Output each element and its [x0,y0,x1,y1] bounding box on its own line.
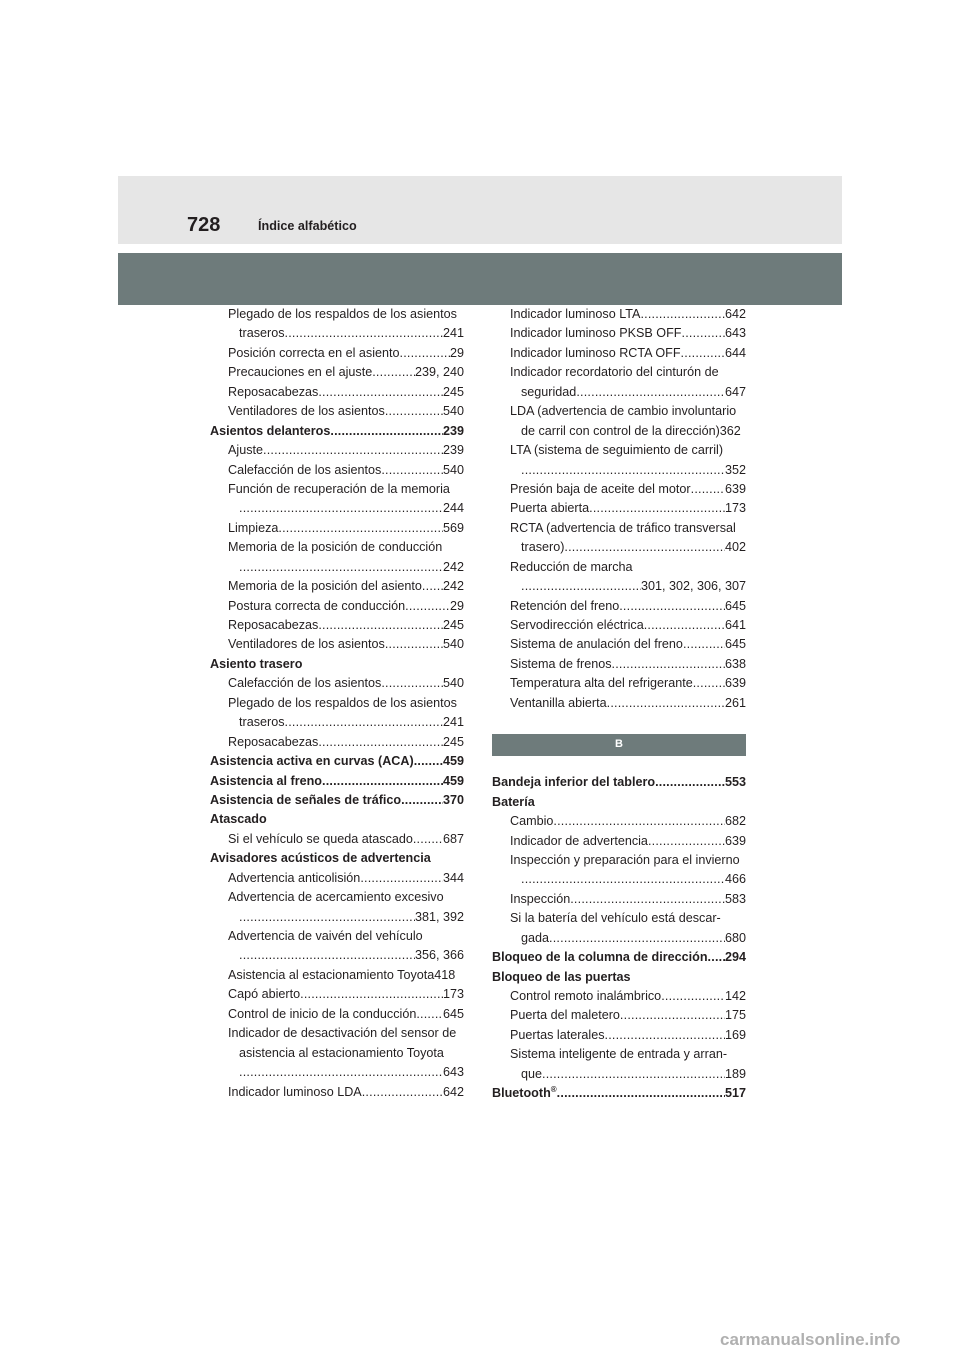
entry-page: 639 [724,481,746,496]
header-bar [118,253,842,305]
leader-dots [681,344,725,363]
entry-page: 169 [724,1027,746,1042]
index-column-left [210,305,464,1102]
index-entry [492,519,746,538]
entry-page: 239 [442,443,464,458]
index-entry [210,1024,464,1043]
index-entry [492,480,746,499]
leader-dots [682,324,725,343]
leader-dots [521,870,725,889]
index-entry [492,812,746,831]
entry-page: 642 [442,1084,464,1099]
leader-dots [648,832,725,851]
entry-page: 242 [442,579,464,594]
entry-text: LDA (advertencia de cambio involuntario [510,404,737,419]
index-entry [210,538,464,557]
leader-dots [607,694,725,713]
leader-dots [362,1083,443,1102]
entry-text: Plegado de los respaldos de los asientos [228,307,457,321]
index-entry [210,1063,464,1082]
entry-text: Reducción de marcha [510,559,633,574]
leader-dots [521,577,641,596]
index-entry [492,1045,746,1064]
leader-dots [416,1005,443,1024]
header-band [118,176,842,244]
entry-page: 466 [724,872,746,887]
leader-dots [278,519,443,538]
entry-page: 175 [724,1008,746,1023]
entry-text: traseros [239,326,285,341]
section-header-b [492,734,746,756]
index-entry [492,1026,746,1045]
entry-page: 245 [442,734,464,749]
entry-page: 583 [724,891,746,906]
leader-dots [405,597,450,616]
entry-page: 639 [724,676,746,691]
index-entry [210,344,464,363]
index-entry [210,869,464,888]
leader-dots [570,890,725,909]
entry-page: 189 [724,1066,746,1081]
entry-text: Asistencia de señales de tráfico [210,792,402,807]
leader-dots [381,674,443,693]
entry-text: Ventiladores de los asientos [228,637,385,652]
leader-dots [263,441,443,460]
entry-page: 540 [442,404,464,419]
index-entry [492,363,746,382]
index-entry [492,1006,746,1025]
entry-text: Asistencia activa en curvas (ACA) [210,754,414,769]
entry-text: Si el vehículo se queda atascado [228,831,413,846]
entry-text: Ajuste [228,443,264,458]
entry-text: Presión baja de aceite del motor [510,481,691,496]
leader-dots [239,946,415,965]
entry-text: Batería [492,794,535,809]
entry-page: 245 [442,618,464,632]
leader-dots [708,948,725,967]
leader-dots [683,635,725,654]
leader-dots [422,577,443,596]
entry-page: 301, 302, 306, 307 [640,579,746,594]
index-entry [492,909,746,928]
entry-text: Indicador de desactivación del sensor de [228,1026,457,1041]
leader-dots [542,1065,725,1084]
entry-page: 418 [434,967,456,982]
entry-text: Calefacción de los asientos [228,462,382,477]
entry-text: Bluetooth [492,1086,551,1101]
index-entry [492,773,746,792]
index-entry [492,674,746,693]
index-entry [492,851,746,870]
index-entry [210,888,464,907]
index-entry [492,538,746,557]
index-entry [492,577,746,596]
entry-text: Reposacabezas [228,618,319,632]
index-entry [210,849,464,868]
index-entry [210,713,464,732]
entry-text: Si la batería del vehículo está descar- [510,911,721,926]
index-entry [492,1065,746,1084]
index-entry [210,402,464,421]
entry-text: Postura correcta de conducción [228,598,406,613]
index-column-right [492,305,746,1104]
index-entry-bluetooth [492,1084,746,1103]
entry-text: Servodirección eléctrica [510,618,644,632]
entry-text: Precauciones en el ajuste [228,365,373,380]
index-entry [492,558,746,577]
leader-dots [620,1006,725,1025]
leader-dots [644,616,725,635]
entry-text: Plegado de los respaldos de los asientos [228,695,457,710]
leader-dots [318,733,443,752]
leader-dots [661,987,725,1006]
index-entry [210,1044,464,1063]
index-list-a-continued [492,305,746,713]
entry-text: Ventiladores de los asientos [228,404,385,419]
entry-text: Temperatura alta del refrigerante [510,676,693,691]
entry-text: Inspección y preparación para el invierno [510,852,740,867]
entry-page: 244 [442,501,464,516]
entry-page: 245 [442,384,464,399]
index-entry [492,461,746,480]
entry-text: trasero) [521,540,565,555]
entry-page: 173 [724,501,746,516]
leader-dots [691,480,725,499]
entry-page: 142 [724,989,746,1003]
index-entry [492,324,746,343]
entry-text: Puerta abierta [510,501,590,516]
entry-page: 241 [442,715,464,730]
watermark: carmanualsonline.info [720,1330,901,1349]
leader-dots [576,383,725,402]
entry-text: Advertencia anticolisión [228,870,361,885]
leader-dots [385,635,443,654]
index-entry [492,832,746,851]
entry-text: Asistencia al freno [210,773,322,788]
entry-page: 540 [442,676,464,691]
entry-text: Indicador de advertencia [510,833,648,848]
entry-page: 682 [724,814,746,829]
leader-dots [385,402,443,421]
entry-page: 173 [442,987,464,1002]
entry-page: 459 [442,773,464,788]
leader-dots [612,655,725,674]
entry-page: 569 [442,520,464,535]
registered-mark: ® [550,1085,557,1094]
index-entry [210,966,464,985]
entry-page: 644 [724,345,746,360]
entry-page: 645 [442,1006,464,1021]
entry-text: Indicador luminoso PKSB OFF [510,326,682,341]
entry-text: Memoria de la posición del asiento [228,579,422,594]
entry-page: 261 [724,695,746,710]
entry-page: 540 [442,637,464,652]
index-entry [492,422,746,441]
entry-text: Bloqueo de las puertas [492,969,631,984]
entry-text: Posición correcta en el asiento [228,345,400,360]
index-entry [210,694,464,713]
index-entry [492,870,746,889]
index-entry [492,929,746,948]
entry-text: Bloqueo de la columna de dirección [492,950,708,965]
entry-text: Indicador luminoso RCTA OFF [510,345,681,360]
entry-page: 638 [724,656,746,671]
entry-page: 643 [724,326,746,341]
entry-page: 639 [724,833,746,848]
entry-text: Puerta del maletero [510,1008,620,1023]
entry-page: 362 [719,423,741,438]
entry-text: gada [521,930,550,945]
index-entry [210,655,464,674]
index-entry [210,810,464,829]
entry-text: Capó abierto [228,987,301,1002]
entry-page: 356, 366 [414,948,464,963]
index-entry [210,480,464,499]
leader-dots [239,558,443,577]
index-entry [210,422,464,441]
index-entry [210,830,464,849]
index-entry [210,383,464,402]
entry-text: Calefacción de los asientos [228,676,382,691]
index-entry [210,616,464,635]
index-entry [492,441,746,460]
leader-dots [401,791,443,810]
entry-page: 647 [724,384,746,399]
entry-page: 540 [442,462,464,477]
index-entry [210,558,464,577]
index-entry [210,791,464,810]
entry-text: Sistema inteligente de entrada y arran- [510,1047,728,1062]
entry-text: traseros [239,715,285,730]
entry-page: 29 [449,598,464,613]
entry-page: 645 [724,598,746,613]
index-entry [210,1083,464,1102]
entry-text: Avisadores acústicos de advertencia [210,851,431,866]
entry-page: 352 [724,462,746,477]
entry-text: Advertencia de vaivén del vehículo [228,929,423,943]
entry-text: que [521,1066,543,1081]
index-entry [492,987,746,1006]
index-entry [492,383,746,402]
index-entry [210,635,464,654]
page-number: 728 [187,214,221,236]
leader-dots [239,908,415,927]
index-entry [210,305,464,324]
leader-dots [330,422,443,441]
entry-text: Cambio [510,814,554,829]
leader-dots [239,1063,443,1082]
index-entry [210,597,464,616]
index-entry [210,908,464,927]
entry-page: 687 [442,831,464,846]
leader-dots [372,363,415,382]
entry-text: Asistencia al estacionamiento Toyota [228,967,435,982]
leader-dots [300,985,443,1004]
index-list-b [492,773,746,1084]
leader-dots [655,773,725,792]
entry-text: Reposacabezas [228,384,319,399]
entry-text: Advertencia de acercamiento excesivo [228,890,444,905]
entry-text: Asiento trasero [210,656,303,671]
entry-text: Sistema de anulación del freno [510,637,683,652]
index-entry [210,441,464,460]
index-entry [492,344,746,363]
leader-dots [285,713,443,732]
index-entry [210,733,464,752]
index-entry [492,635,746,654]
index-entry [210,1005,464,1024]
entry-page: 517 [724,1086,746,1101]
entry-text: Limpieza [228,520,279,535]
entry-page: 239 [442,423,464,438]
leader-dots [553,812,725,831]
page-title: Índice alfabético [258,219,357,233]
leader-dots [564,538,725,557]
entry-text: Memoria de la posición de conducción [228,540,443,555]
entry-page: 241 [442,326,464,341]
entry-text: asistencia al estacionamiento Toyota [239,1045,444,1060]
entry-page: 553 [724,775,746,790]
index-entry [210,985,464,1004]
index-entry [492,616,746,635]
index-entry [210,499,464,518]
index-entry [492,948,746,967]
entry-page: 459 [442,754,464,769]
index-entry [492,402,746,421]
index-entry [492,694,746,713]
leader-dots [589,499,725,518]
entry-text: Asientos delanteros [210,423,331,438]
entry-text: Indicador luminoso LDA [228,1084,362,1099]
entry-text: Inspección [510,891,571,906]
entry-text: Retención del freno [510,598,620,613]
leader-dots [414,752,443,771]
section-letter: B [615,738,623,751]
entry-text: Indicador recordatorio del cinturón de [510,365,719,380]
entry-text: RCTA (advertencia de tráfico transversal [510,520,736,535]
leader-dots [239,499,443,518]
index-entry [492,793,746,812]
index-entry [210,674,464,693]
index-entry [210,324,464,343]
index-entry [210,946,464,965]
entry-text: Función de recuperación de la memoria [228,481,450,496]
entry-text: Control de inicio de la conducción [228,1006,417,1021]
index-entry [210,752,464,771]
entry-text: LTA (sistema de seguimiento de carril) [510,443,724,458]
index-entry [492,655,746,674]
index-entry [210,363,464,382]
leader-dots [400,344,450,363]
index-entry [492,597,746,616]
index-entry [492,890,746,909]
leader-dots [557,1084,725,1103]
entry-page: 402 [724,540,746,555]
leader-dots [285,324,443,343]
entry-text: Ventanilla abierta [510,695,607,710]
entry-text: Control remoto inalámbrico [510,989,662,1003]
index-entry [210,577,464,596]
index-entry [210,772,464,791]
entry-page: 344 [442,870,464,885]
entry-page: 680 [724,930,746,945]
leader-dots [322,772,443,791]
entry-page: 29 [449,345,464,360]
entry-text: Atascado [210,812,267,827]
index-entry [492,305,746,324]
entry-text: Bandeja inferior del tablero [492,775,656,790]
entry-text: Puertas laterales [510,1027,605,1042]
entry-text: Indicador luminoso LTA [510,307,641,321]
leader-dots [381,461,443,480]
entry-page: 242 [442,559,464,574]
entry-page: 370 [442,792,464,807]
entry-page: 381, 392 [414,909,464,924]
entry-page: 642 [724,307,746,321]
leader-dots [640,305,725,324]
index-entry [492,499,746,518]
index-entry [210,927,464,946]
leader-dots [318,616,443,635]
entry-text: Sistema de frenos [510,656,612,671]
index-entry [210,461,464,480]
leader-dots [619,597,725,616]
entry-page: 239, 240 [414,365,464,380]
entry-text: seguridad [521,384,577,399]
index-entry [210,519,464,538]
entry-page: 641 [724,618,746,632]
leader-dots [521,461,725,480]
entry-text: Reposacabezas [228,734,319,749]
index-entry [492,968,746,987]
leader-dots [549,929,725,948]
leader-dots [413,830,443,849]
leader-dots [605,1026,725,1045]
entry-page: 643 [442,1065,464,1080]
leader-dots [693,674,725,693]
entry-page: 294 [724,950,746,965]
entry-text: de carril con control de la dirección) [521,423,720,438]
leader-dots [360,869,443,888]
leader-dots [318,383,443,402]
entry-page: 645 [724,637,746,652]
